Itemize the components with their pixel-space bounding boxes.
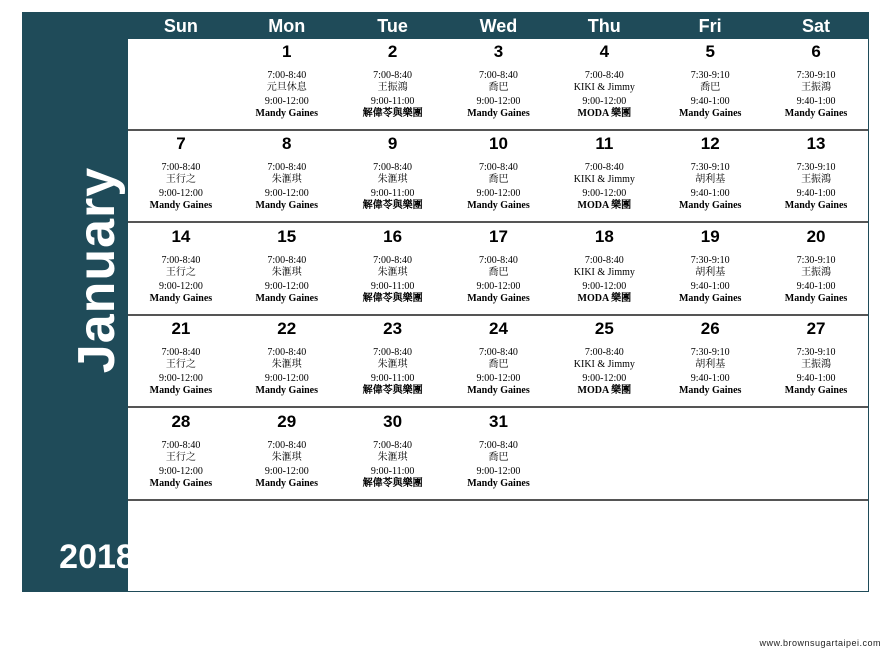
day-number: 23 [383, 319, 403, 339]
event-time: 9:40-1:00 [690, 373, 730, 385]
event-performer: MODA 樂團 [577, 385, 632, 397]
event-time: 9:40-1:00 [796, 280, 836, 292]
event-time: 7:00-8:40 [161, 347, 201, 359]
event-performer: Mandy Gaines [784, 292, 848, 304]
event-time: 7:00-8:40 [373, 439, 413, 451]
event-performer: 解偉苓與樂團 [362, 385, 423, 397]
day-cell [446, 409, 552, 499]
day-number: 11 [595, 134, 614, 154]
event-performer: Mandy Gaines [255, 292, 319, 304]
day-cell [657, 316, 763, 406]
day-cell [763, 131, 869, 221]
event-time: 7:00-8:40 [161, 439, 201, 451]
weekday-wed: Wed [479, 16, 518, 36]
event-performer: 朱滙琪 [271, 359, 302, 371]
day-cell [657, 39, 763, 129]
day-cell [551, 39, 657, 129]
day-cell [551, 224, 657, 314]
event-performer: 王行之 [165, 451, 196, 463]
event-time: 7:00-8:40 [373, 347, 413, 359]
event-performer: MODA 樂團 [577, 200, 632, 212]
event-performer: Mandy Gaines [678, 108, 742, 119]
day-number: 1 [282, 42, 292, 61]
event-time: 7:00-8:40 [373, 162, 413, 174]
event-performer: 喬巴 [488, 174, 509, 186]
event-time: 7:00-8:40 [479, 70, 518, 81]
event-time: 7:00-8:40 [584, 162, 624, 174]
day-cell [657, 224, 763, 314]
day-cell [763, 39, 869, 129]
event-performer: 朱滙琪 [377, 451, 408, 463]
event-time: 7:00-8:40 [373, 254, 413, 266]
event-performer: Mandy Gaines [467, 385, 530, 397]
year-label: 2018 [59, 538, 135, 576]
event-performer: 喬巴 [488, 359, 509, 371]
event-performer: Mandy Gaines [149, 477, 213, 489]
event-performer: 胡利基 [695, 174, 726, 186]
event-time: 7:30-9:10 [796, 70, 836, 81]
event-performer: Mandy Gaines [678, 385, 742, 397]
month-title: January [68, 166, 126, 374]
weekday-thu: Thu [587, 16, 621, 36]
day-number: 29 [277, 411, 297, 431]
event-time: 7:00-8:40 [584, 70, 624, 81]
day-cell [340, 224, 446, 314]
event-performer: 解偉苓與樂團 [362, 108, 423, 119]
event-performer: 王行之 [165, 266, 196, 278]
event-time: 7:00-8:40 [267, 70, 307, 81]
event-performer: Mandy Gaines [467, 200, 530, 212]
event-performer: 喬巴 [488, 82, 509, 93]
day-cell [234, 409, 340, 499]
day-number: 9 [387, 134, 398, 154]
event-time: 9:40-1:00 [796, 188, 836, 200]
event-time: 7:30-9:10 [796, 347, 836, 359]
day-cell [551, 131, 657, 221]
event-time: 9:00-12:00 [158, 280, 203, 292]
event-performer: Mandy Gaines [467, 292, 530, 304]
event-time: 9:00-11:00 [370, 280, 415, 292]
day-number: 28 [171, 411, 191, 431]
week-row [128, 39, 868, 131]
event-time: 9:40-1:00 [796, 96, 836, 107]
event-time: 9:00-12:00 [476, 96, 521, 107]
event-performer: 王振鴻 [801, 82, 832, 93]
day-cell [446, 39, 552, 129]
event-performer: 喬巴 [488, 266, 509, 278]
day-number: 13 [806, 134, 826, 154]
day-number: 14 [171, 226, 191, 246]
event-time: 9:00-12:00 [582, 96, 627, 107]
event-performer: Mandy Gaines [678, 292, 742, 304]
day-number: 25 [594, 319, 614, 339]
day-number: 26 [700, 319, 720, 339]
event-time: 7:00-8:40 [584, 347, 624, 359]
event-performer: Mandy Gaines [255, 477, 319, 489]
event-performer: Mandy Gaines [149, 385, 213, 397]
event-time: 7:30-9:10 [690, 254, 730, 266]
day-cell [340, 39, 446, 129]
event-performer: 胡利基 [695, 359, 726, 371]
event-performer: MODA 樂團 [577, 292, 632, 304]
event-time: 7:00-8:40 [267, 162, 307, 174]
event-time: 9:00-12:00 [476, 465, 521, 477]
event-time: 9:00-12:00 [582, 280, 627, 292]
event-performer: MODA 樂團 [577, 108, 632, 119]
event-time: 7:30-9:10 [690, 347, 730, 359]
event-time: 9:40-1:00 [796, 373, 836, 385]
day-number: 8 [282, 134, 292, 154]
event-performer: 朱滙琪 [377, 359, 408, 371]
day-number: 15 [277, 226, 297, 246]
event-time: 9:00-12:00 [264, 280, 309, 292]
event-performer: 喬巴 [700, 82, 721, 93]
day-number: 6 [811, 42, 821, 61]
event-time: 7:30-9:10 [690, 70, 730, 81]
event-performer: 朱滙琪 [271, 266, 302, 278]
event-time: 9:40-1:00 [690, 280, 730, 292]
day-number: 16 [383, 226, 403, 246]
event-time: 7:00-8:40 [267, 347, 307, 359]
event-performer: 解偉苓與樂團 [362, 477, 423, 489]
weekday-sun: Sun [163, 16, 198, 36]
day-number: 20 [806, 226, 826, 246]
week-row [128, 131, 868, 223]
event-time: 7:00-8:40 [161, 162, 201, 174]
day-cell [446, 131, 552, 221]
event-performer: 喬巴 [488, 451, 509, 463]
day-number: 7 [176, 134, 186, 154]
event-performer: KIKI & Jimmy [573, 174, 635, 186]
event-time: 9:00-11:00 [370, 188, 415, 200]
day-cell [551, 316, 657, 406]
day-cell [340, 409, 446, 499]
event-time: 7:30-9:10 [690, 162, 730, 174]
week-row [128, 224, 868, 316]
day-number: 17 [489, 226, 508, 246]
event-performer: 朱滙琪 [377, 174, 408, 186]
event-performer: Mandy Gaines [678, 200, 742, 212]
event-performer: Mandy Gaines [784, 108, 848, 119]
event-time: 7:00-8:40 [373, 70, 413, 81]
event-time: 9:00-12:00 [158, 465, 203, 477]
day-cell [340, 131, 446, 221]
event-time: 7:00-8:40 [584, 254, 624, 266]
day-cell [551, 409, 657, 499]
day-cell [234, 39, 340, 129]
event-performer: 朱滙琪 [271, 451, 302, 463]
event-performer: KIKI & Jimmy [573, 359, 635, 371]
event-time: 7:00-8:40 [267, 439, 307, 451]
day-number: 30 [383, 411, 403, 431]
event-performer: 王行之 [165, 359, 196, 371]
day-cell [446, 224, 552, 314]
weekday-header [128, 13, 869, 39]
day-number: 22 [277, 319, 297, 339]
event-time: 9:00-12:00 [158, 373, 203, 385]
event-performer: Mandy Gaines [255, 385, 319, 397]
event-performer: 朱滙琪 [377, 266, 408, 278]
day-number: 18 [594, 226, 614, 246]
event-performer: Mandy Gaines [255, 108, 319, 119]
event-time: 7:00-8:40 [479, 347, 518, 359]
day-cell [763, 409, 869, 499]
day-number: 24 [489, 319, 508, 339]
event-performer: 王振鴻 [377, 82, 408, 93]
event-performer: 元旦休息 [266, 82, 307, 93]
event-time: 9:00-12:00 [158, 188, 203, 200]
event-time: 9:00-11:00 [370, 96, 415, 107]
event-performer: Mandy Gaines [149, 200, 213, 212]
event-performer: 王振鴻 [801, 266, 832, 278]
day-number: 5 [705, 42, 715, 61]
event-performer: 王振鴻 [801, 174, 832, 186]
calendar-grid [128, 12, 869, 592]
event-time: 7:00-8:40 [267, 254, 307, 266]
event-time: 9:00-12:00 [476, 373, 521, 385]
weekday-fri: Fri [698, 16, 722, 36]
event-time: 9:00-12:00 [264, 188, 309, 200]
day-cell [128, 224, 234, 314]
day-cell [657, 131, 763, 221]
website-footer: www.brownsugartaipei.com [759, 638, 881, 648]
event-time: 7:00-8:40 [479, 162, 518, 174]
event-performer: 朱滙琪 [271, 174, 302, 186]
event-time: 7:30-9:10 [796, 254, 836, 266]
event-performer: KIKI & Jimmy [573, 266, 635, 278]
weekday-mon: Mon [268, 16, 306, 36]
day-cell [763, 224, 869, 314]
day-cell [128, 316, 234, 406]
event-performer: Mandy Gaines [784, 385, 848, 397]
day-cell [128, 409, 234, 499]
week-row [128, 316, 868, 408]
event-performer: Mandy Gaines [784, 200, 848, 212]
event-time: 7:30-9:10 [796, 162, 836, 174]
event-time: 9:00-11:00 [370, 465, 415, 477]
event-time: 9:40-1:00 [690, 188, 730, 200]
day-cell [128, 131, 234, 221]
event-performer: 王行之 [165, 174, 196, 186]
event-time: 7:00-8:40 [161, 254, 201, 266]
day-number: 3 [493, 42, 504, 61]
event-time: 7:00-8:40 [479, 254, 518, 266]
day-cell [446, 316, 552, 406]
day-cell [128, 39, 234, 129]
day-cell [340, 316, 446, 406]
event-performer: Mandy Gaines [255, 200, 319, 212]
event-time: 9:00-12:00 [476, 280, 521, 292]
event-performer: 解偉苓與樂團 [362, 200, 423, 212]
day-number: 10 [489, 134, 508, 154]
event-time: 9:00-12:00 [582, 188, 627, 200]
day-cell [234, 131, 340, 221]
event-performer: Mandy Gaines [467, 477, 530, 489]
event-performer: 解偉苓與樂團 [362, 292, 423, 304]
event-time: 9:00-12:00 [582, 373, 627, 385]
day-cell [234, 316, 340, 406]
month-sidebar [22, 12, 135, 592]
day-number: 27 [806, 319, 826, 339]
day-cell [657, 409, 763, 499]
weekday-tue: Tue [377, 16, 408, 36]
week-row [128, 409, 868, 501]
day-number: 4 [599, 42, 610, 61]
event-performer: Mandy Gaines [149, 292, 213, 304]
event-time: 9:00-11:00 [370, 373, 415, 385]
event-time: 9:00-12:00 [476, 188, 521, 200]
day-number: 12 [700, 134, 720, 154]
day-number: 21 [171, 319, 191, 339]
day-cell [234, 224, 340, 314]
event-time: 9:40-1:00 [690, 96, 730, 107]
day-number: 19 [700, 226, 720, 246]
weekday-sat: Sat [801, 16, 830, 36]
day-number: 31 [489, 411, 508, 431]
event-time: 9:00-12:00 [264, 373, 309, 385]
event-time: 7:00-8:40 [479, 439, 518, 451]
event-performer: 胡利基 [695, 266, 726, 278]
day-number: 2 [387, 42, 398, 61]
event-performer: 王振鴻 [801, 359, 832, 371]
event-time: 9:00-12:00 [264, 465, 309, 477]
day-cell [763, 316, 869, 406]
event-performer: KIKI & Jimmy [573, 82, 635, 93]
event-time: 9:00-12:00 [264, 96, 309, 107]
event-performer: Mandy Gaines [467, 108, 530, 119]
